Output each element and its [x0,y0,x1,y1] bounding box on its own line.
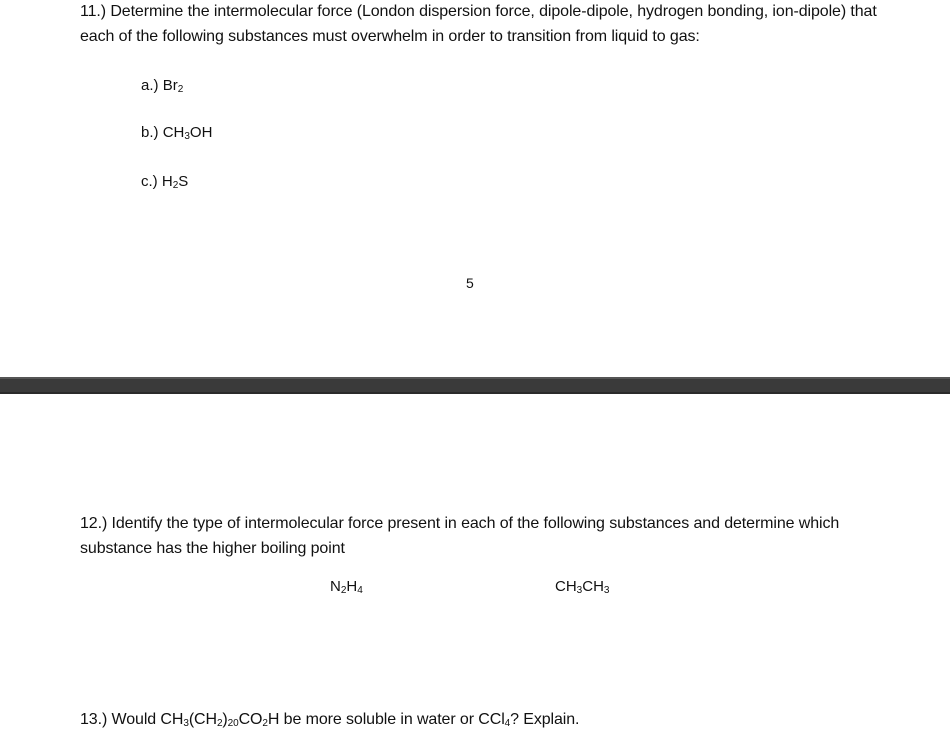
page-number: 5 [466,275,474,291]
compound-1-sub: 2 [340,585,347,596]
q13-segment: CO [238,711,263,728]
compound-1-part: H [346,578,358,595]
question-11-part-a [141,76,183,100]
compound-2-sub: 3 [603,585,610,596]
question-13-text [80,708,880,737]
q13-segment: ) [222,711,228,728]
compound-2-sub: 3 [576,585,583,596]
q13-subscript: 4 [504,718,511,729]
part-b-subscript: 3 [184,131,190,142]
question-11-part-c [141,172,188,196]
part-a-label: a.) [141,77,163,94]
compound-ch3ch3 [555,578,609,596]
q13-segment: ? Explain. [510,711,580,728]
part-a-subscript: 2 [177,84,184,95]
q13-segment: H be more soluble in water or CCl [267,711,505,728]
part-c-tail: S [178,173,189,190]
document-page-bottom [0,394,950,735]
part-c-formula: H [161,173,173,190]
page-break-divider [0,377,950,394]
compound-n2h4 [330,578,363,596]
q13-subscript: 2 [216,718,223,729]
q13-subscript: 2 [262,718,268,729]
part-c-subscript: 2 [172,180,179,191]
part-b-label: b.) [141,124,163,141]
q13-subscript: 3 [183,718,189,729]
part-a-formula: Br [162,77,178,94]
q13-subscript: 20 [227,718,239,729]
q13-segment: 13.) Would CH [80,711,184,728]
question-12-text: 12.) Identify the type of intermolecular force present in each of the following substances and determine which substance has the higher boiling point [80,515,840,557]
compound-1-sub: 4 [357,585,363,596]
compound-2-part: CH [555,578,577,595]
q13-segment: (CH [188,711,217,728]
compound-1-part: N [330,578,341,595]
question-11-part-b [141,123,212,147]
part-b-formula: CH [162,124,185,141]
part-c-label: c.) [141,173,162,190]
question-11-text: 11.) Determine the intermolecular force (London dispersion force, dipole-dipole, hydrogen bonding, ion-dipole) that each of the following substances must overwhelm in order to transition from liquid to gas: [80,3,877,45]
part-b-tail: OH [189,124,213,141]
compound-2-part: CH [582,578,604,595]
